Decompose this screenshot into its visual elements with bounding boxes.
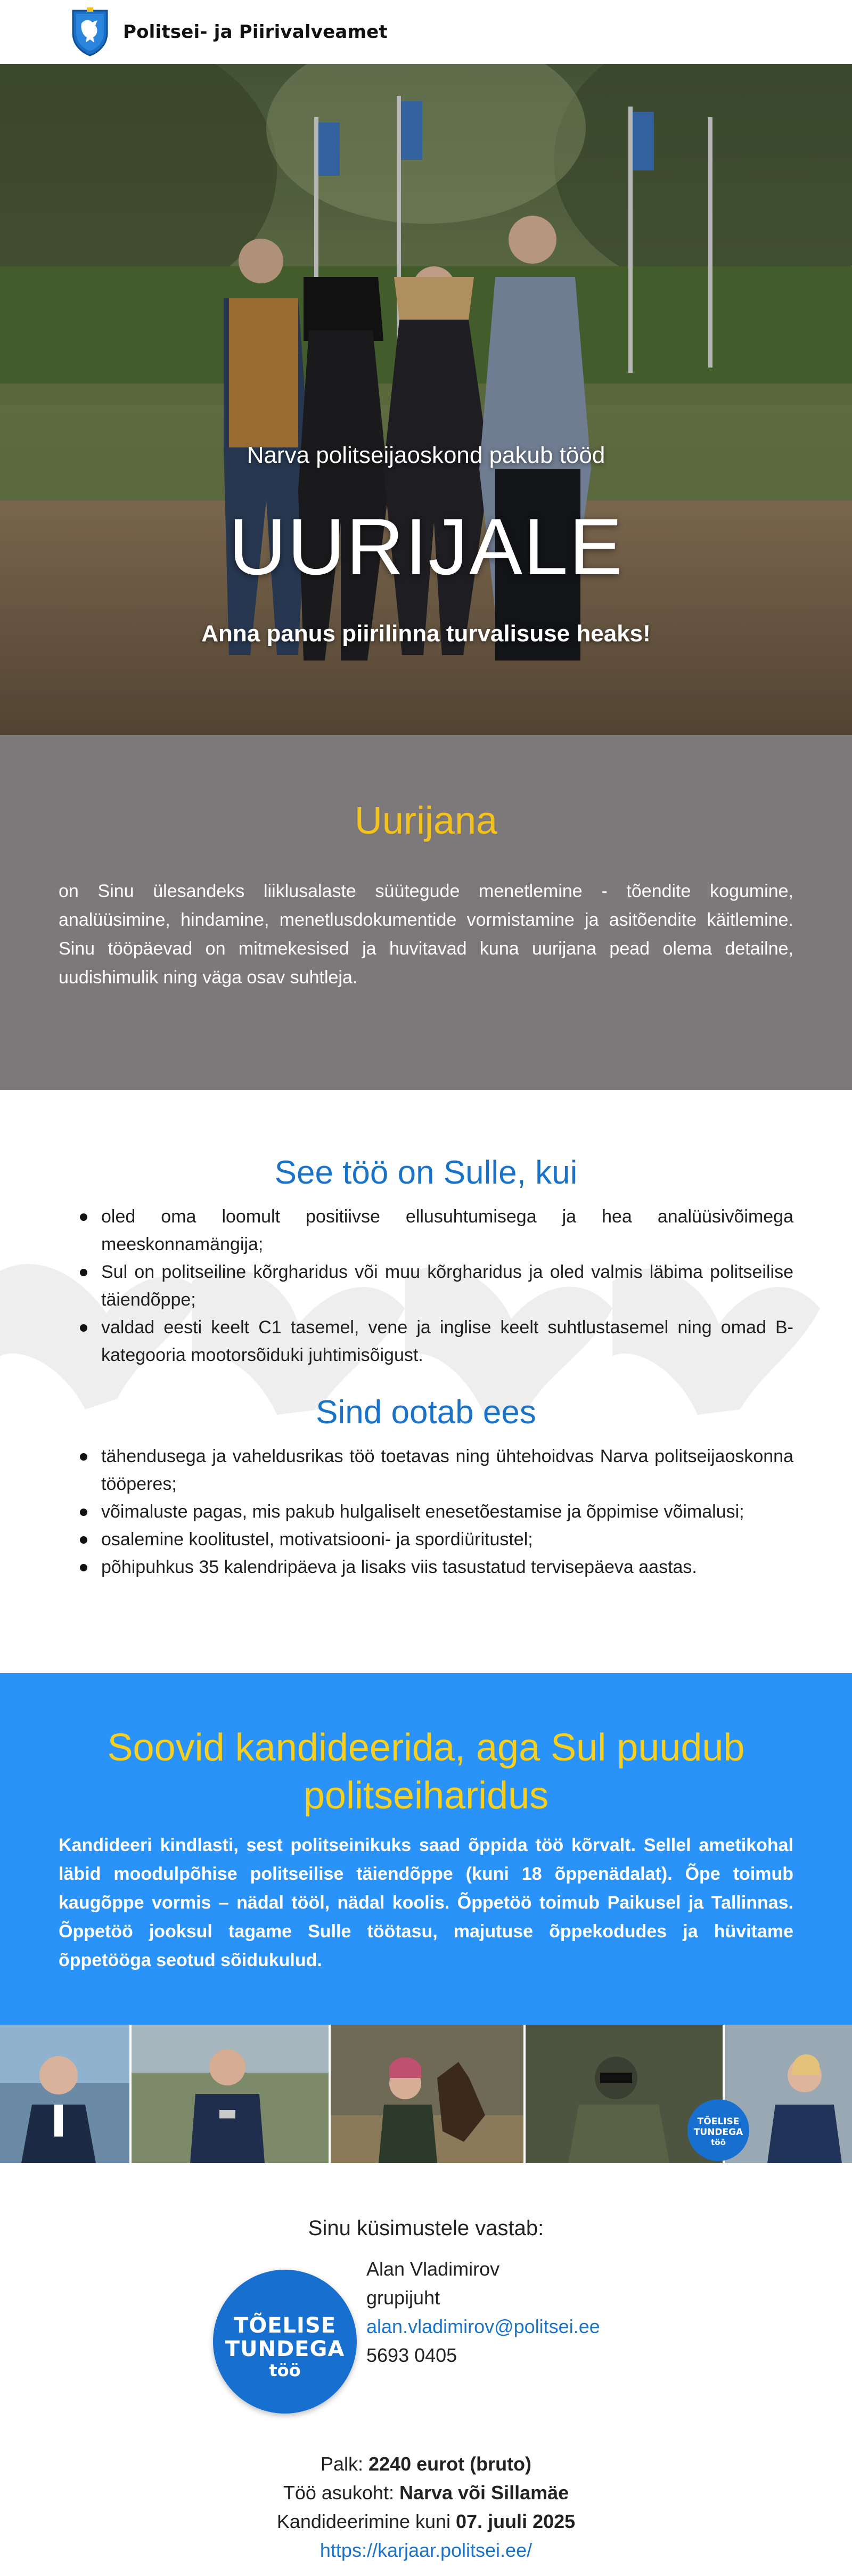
badge-line1: TÕELISE xyxy=(233,2313,337,2338)
deadline-label: Kandideerimine kuni xyxy=(276,2510,456,2532)
list-item: valdad eesti keelt C1 tasemel, vene ja inglise keelt suhtlustasemel ning omad B-kategooria mootorsõiduki juhtimisõigust. xyxy=(80,1314,793,1369)
offers-heading: Sind ootab ees xyxy=(316,1394,536,1431)
list-item: osalemine koolitustel, motivatsiooni- ja spordiüritustel; xyxy=(80,1526,793,1553)
strip-badge-line3: töö xyxy=(711,2138,726,2147)
police-crest-icon[interactable] xyxy=(71,7,109,56)
list-item: tähendusega ja vaheldusrikas töö toetavas ning ühtehoidvas Narva politseijaoskonna tööperes; xyxy=(80,1442,793,1498)
contact-person xyxy=(366,2255,686,2370)
photo-officer-man xyxy=(132,2025,329,2163)
intro-heading: Uurijana xyxy=(354,800,498,842)
contact-name: Alan Vladimirov xyxy=(366,2258,500,2280)
contact-role: grupijuht xyxy=(366,2287,440,2309)
contact-email-link[interactable]: alan.vladimirov@politsei.ee xyxy=(366,2316,600,2337)
badge-line3: töö xyxy=(269,2360,301,2381)
photo-officer-woman xyxy=(0,2025,129,2163)
contact-section xyxy=(0,2163,852,2576)
requirements-heading: See töö on Sulle, kui xyxy=(274,1154,578,1191)
hero-slogan: Anna panus piirilinna turvalisuse heaks! xyxy=(201,621,651,647)
strip-badge-line2: TUNDEGA xyxy=(693,2127,743,2138)
job-facts xyxy=(0,2450,852,2565)
career-link[interactable]: https://karjaar.politsei.ee/ xyxy=(320,2539,532,2561)
strip-badge xyxy=(687,2099,749,2161)
offers-list xyxy=(80,1442,793,1581)
location-value: Narva või Sillamäe xyxy=(399,2482,569,2504)
org-name: Politsei- ja Piirivalveamet xyxy=(123,21,388,43)
contact-lead: Sinu küsimustele vastab: xyxy=(308,2216,544,2240)
details-section xyxy=(0,1090,852,1673)
salary-label: Palk: xyxy=(320,2453,368,2475)
toelise-tundega-badge xyxy=(213,2270,357,2414)
location-line xyxy=(0,2479,852,2507)
hero-kicker: Narva politseijaoskond pakub tööd xyxy=(247,442,605,468)
list-item: Sul on politseiline kõrgharidus või muu kõrgharidus ja oled valmis läbima politseilise täiendõppe; xyxy=(80,1258,793,1314)
deadline-line xyxy=(0,2507,852,2536)
requirements-list xyxy=(80,1203,793,1369)
site-header xyxy=(0,0,852,64)
salary-value: 2240 eurot (bruto) xyxy=(368,2453,532,2475)
intro-text: on Sinu ülesandeks liiklusalaste süütegude menetlemine - tõendite kogumine, analüüsimine, hindamine, menetlusdokumentide vormistamine ja asitõendite käitlemine. Sinu tööpäevad on mitmekesised ja huvitavad kuna uurijana pead olema detailne, uudishimulik ning väga osav suhtleja. xyxy=(59,881,793,988)
deadline-value: 07. juuli 2025 xyxy=(456,2510,576,2532)
candidate-text: Kandideeri kindlasti, sest politseinikuks saad õppida töö kõrvalt. Sellel ametikohal läbid moodulpõhise politseilise täiendõppe (kuni 18 õppenädalat). Õpe toimub kaugõppe vormis – nädal tööl, nädal koolis. Õppetöö toimub Paikusel ja Tallinnas. Õppetöö jooksul tagame Sulle töötasu, majutuse õppekodudes ja hüvitame õppetööga seotud sõidukulud. xyxy=(59,1835,793,1970)
hero-banner xyxy=(0,64,852,735)
list-item: võimaluste pagas, mis pakub hulgaliselt enesetõestamise ja õppimise võimalusi; xyxy=(80,1498,793,1526)
salary-line xyxy=(0,2450,852,2479)
location-label: Töö asukoht: xyxy=(283,2482,399,2504)
url-line xyxy=(0,2536,852,2565)
candidate-heading: Soovid kandideerida, aga Sul puudub politseiharidus xyxy=(107,1726,745,1817)
hero-title: UURIJALE xyxy=(228,502,624,591)
photo-k9-handler xyxy=(331,2025,523,2163)
candidate-section xyxy=(0,1673,852,2025)
strip-badge-line1: TÕELISE xyxy=(697,2116,740,2127)
intro-section xyxy=(0,735,852,1090)
badge-line2: TUNDEGA xyxy=(225,2337,345,2361)
photo-strip xyxy=(0,2025,852,2163)
list-item: oled oma loomult positiivse ellusuhtumisega ja hea analüüsivõimega meeskonnamängija; xyxy=(80,1203,793,1258)
list-item: põhipuhkus 35 kalendripäeva ja lisaks viis tasustatud tervisepäeva aastas. xyxy=(80,1553,793,1581)
contact-phone: 5693 0405 xyxy=(366,2344,457,2366)
